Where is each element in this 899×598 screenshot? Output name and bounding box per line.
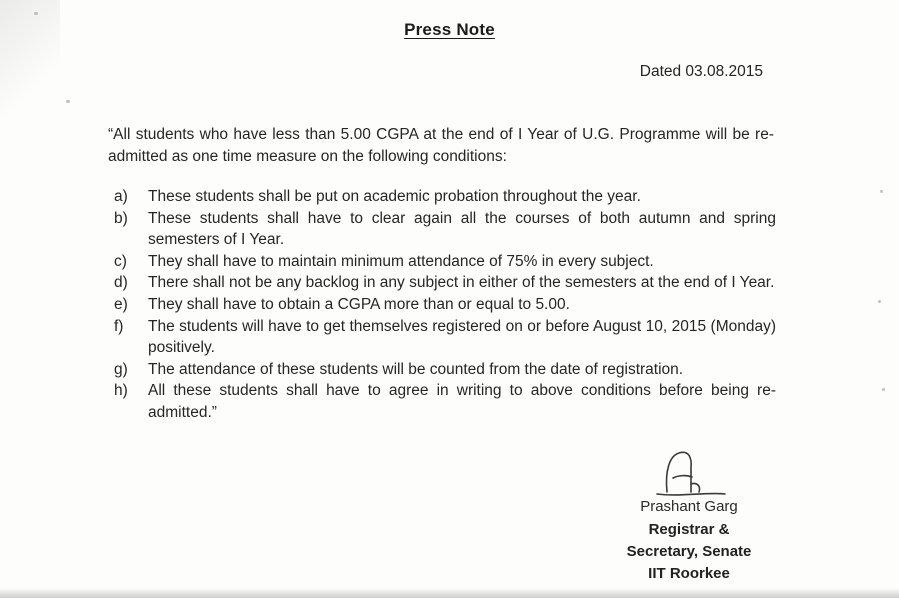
signatory-role-line1: Registrar & bbox=[648, 521, 730, 538]
document-date: Dated 03.08.2015 bbox=[639, 63, 763, 80]
list-item bbox=[114, 272, 776, 294]
condition-label: a) bbox=[114, 188, 128, 205]
scan-speck bbox=[882, 388, 885, 391]
condition-text: All these students shall have to agree in writing to above conditions before being re-admitted.” bbox=[148, 382, 776, 421]
signature-block bbox=[589, 448, 789, 585]
scan-speck bbox=[880, 190, 883, 193]
list-item bbox=[114, 316, 776, 359]
list-item bbox=[114, 251, 776, 273]
condition-text: These students shall be put on academic probation throughout the year. bbox=[148, 188, 641, 205]
intro-paragraph: “All students who have less than 5.00 CGPA at the end of I Year of U.G. Programme will be re-admitted as one time measure on the following conditions: bbox=[108, 126, 774, 165]
document-title: Press Note bbox=[404, 20, 495, 39]
condition-label: f) bbox=[114, 317, 124, 335]
condition-label: h) bbox=[114, 382, 128, 400]
condition-text: They shall have to maintain minimum attendance of 75% in every subject. bbox=[148, 252, 654, 270]
signatory-role-line2: Secretary, Senate bbox=[626, 543, 752, 560]
condition-text: The students will have to get themselves registered on or before August 10, 2015 (Monday) positively. bbox=[148, 317, 776, 357]
list-item bbox=[114, 186, 776, 208]
signatory-role-line3: IIT Roorkee bbox=[648, 565, 730, 582]
list-item bbox=[114, 380, 776, 423]
condition-text: The attendance of these students will be counted from the date of registration. bbox=[148, 360, 684, 378]
list-item bbox=[114, 359, 776, 381]
scan-speck bbox=[34, 12, 38, 15]
scan-speck bbox=[66, 100, 70, 103]
scan-speck bbox=[878, 300, 881, 303]
list-item bbox=[114, 294, 776, 316]
condition-text: There shall not be any backlog in any subject in either of the semesters at the end of I Year. bbox=[148, 274, 775, 292]
condition-label: e) bbox=[114, 295, 128, 313]
condition-text: They shall have to obtain a CGPA more than or equal to 5.00. bbox=[148, 295, 570, 313]
signatory-name: Prashant Garg bbox=[640, 498, 738, 515]
condition-label: d) bbox=[114, 274, 128, 292]
list-item bbox=[114, 208, 776, 251]
condition-label: c) bbox=[114, 252, 127, 270]
condition-text: These students shall have to clear again all the courses of both autumn and spring semesters of I Year. bbox=[148, 209, 776, 249]
conditions-list bbox=[114, 186, 776, 424]
condition-label: b) bbox=[114, 209, 128, 227]
condition-label: g) bbox=[114, 360, 128, 378]
handwritten-signature-icon bbox=[649, 448, 729, 496]
